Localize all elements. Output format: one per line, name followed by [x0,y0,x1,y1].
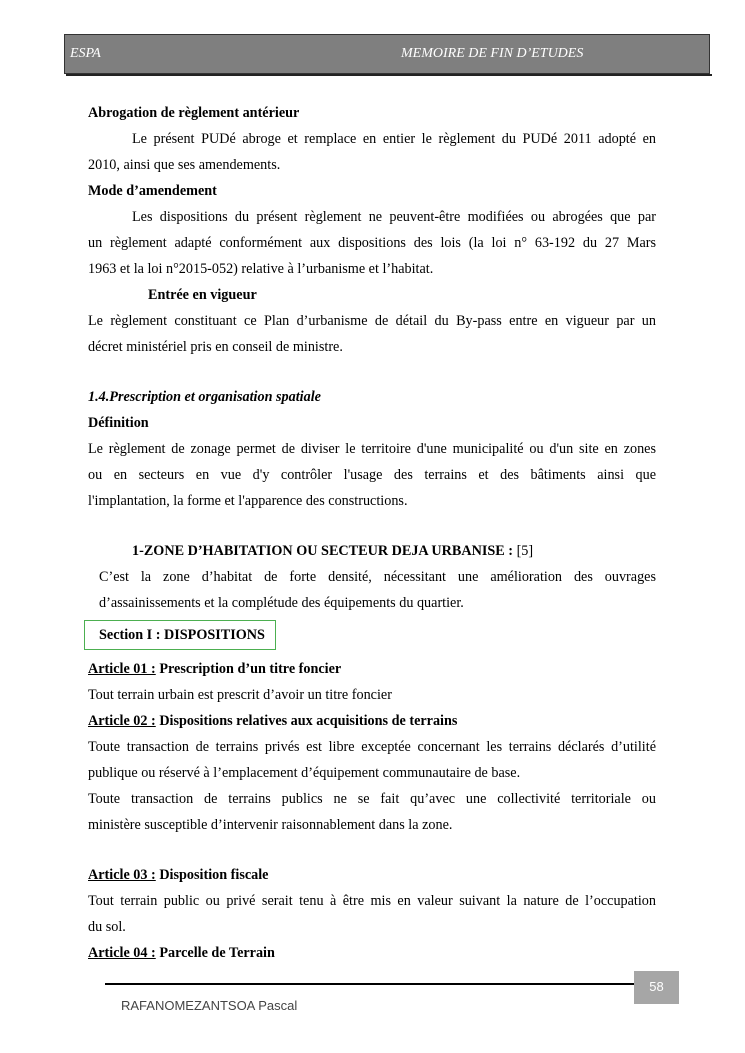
paragraph-line: Le règlement constituant ce Plan d’urbanisme de détail du By-pass entre en vigueur par un [88,313,656,329]
article-01-title: Prescription d’un titre foncier [155,661,342,677]
page-number-box [634,971,679,1004]
header-right-text: MEMOIRE DE FIN D’ETUDES [401,46,584,61]
header-left-text: ESPA [70,46,101,61]
page-content [88,100,656,966]
paragraph-line: Les dispositions du présent règlement ne peuvent-être modifiées ou abrogées que par [132,209,656,225]
paragraph-line: publique ou réservé à l’emplacement d’équipement communautaire de base. [88,765,521,781]
article-03-heading [88,862,656,888]
paragraph-line: Tout terrain urbain est prescrit d’avoir un titre foncier [88,687,392,703]
heading-zone-title: 1-ZONE D’HABITATION OU SECTEUR DEJA URBANISE : [132,543,514,559]
article-03-title: Disposition fiscale [155,867,269,883]
heading-entree: Entrée en vigueur [148,287,257,303]
spacer [88,838,656,862]
paragraph-line: d’assainissements et la complétude des équipements du quartier. [99,595,464,611]
section-box: Section I : DISPOSITIONS [84,620,276,650]
paragraph-line: Toute transaction de terrains privés est libre exceptée concernant les terrains déclarés d’utilité [88,739,656,755]
paragraph-line: C’est la zone d’habitat de forte densité, nécessitant une amélioration des ouvrages [99,569,656,585]
paragraph-line: un règlement adapté conformément aux dispositions des lois (la loi n° 63-192 du 27 Mars [88,235,656,251]
header-shadow [66,74,712,76]
paragraph-line: Le règlement de zonage permet de diviser le territoire d'une municipalité ou d'un site en zones [88,441,656,457]
section-box-wrapper [88,620,656,650]
page-header [64,34,710,74]
article-01-label: Article 01 : [88,661,156,677]
article-01-heading [88,656,656,682]
article-04-label: Article 04 : [88,945,156,961]
paragraph-line: l'implantation, la forme et l'apparence des constructions. [88,493,408,509]
paragraph-line: Tout terrain public ou privé serait tenu à être mis en valeur suivant la nature de l’occupation [88,893,656,909]
heading-zone-ref: [5] [513,543,534,559]
article-04-heading [88,940,656,966]
paragraph-line: ou en secteurs en vue d'y contrôler l'usage des terrains et des bâtiments ainsi que [88,467,656,483]
article-02-heading [88,708,656,734]
article-02-title: Dispositions relatives aux acquisitions de terrains [155,713,458,729]
spacer [88,360,656,384]
spacer [88,514,656,538]
heading-abrogation: Abrogation de règlement antérieur [88,105,300,121]
article-04-title: Parcelle de Terrain [155,945,275,961]
page-number: 58 [649,979,664,994]
paragraph-line: 1963 et la loi n°2015-052) relative à l’urbanisme et l’habitat. [88,261,434,277]
paragraph-line: Toute transaction de terrains publics ne se fait qu’avec une collectivité territoriale ou [88,791,656,807]
heading-definition: Définition [88,415,149,431]
article-03-label: Article 03 : [88,867,156,883]
footer-author: RAFANOMEZANTSOA Pascal [121,998,298,1013]
paragraph-line: du sol. [88,919,126,935]
heading-prescription: 1.4.Prescription et organisation spatiale [88,389,321,405]
footer-rule [105,983,635,985]
paragraph-line: 2010, ainsi que ses amendements. [88,157,281,173]
paragraph-line: Le présent PUDé abroge et remplace en entier le règlement du PUDé 2011 adopté en [132,131,656,147]
paragraph-line: ministère susceptible d’intervenir raisonnablement dans la zone. [88,817,453,833]
article-02-label: Article 02 : [88,713,156,729]
heading-mode: Mode d’amendement [88,183,217,199]
paragraph-line: décret ministériel pris en conseil de ministre. [88,339,343,355]
heading-zone [88,538,656,564]
